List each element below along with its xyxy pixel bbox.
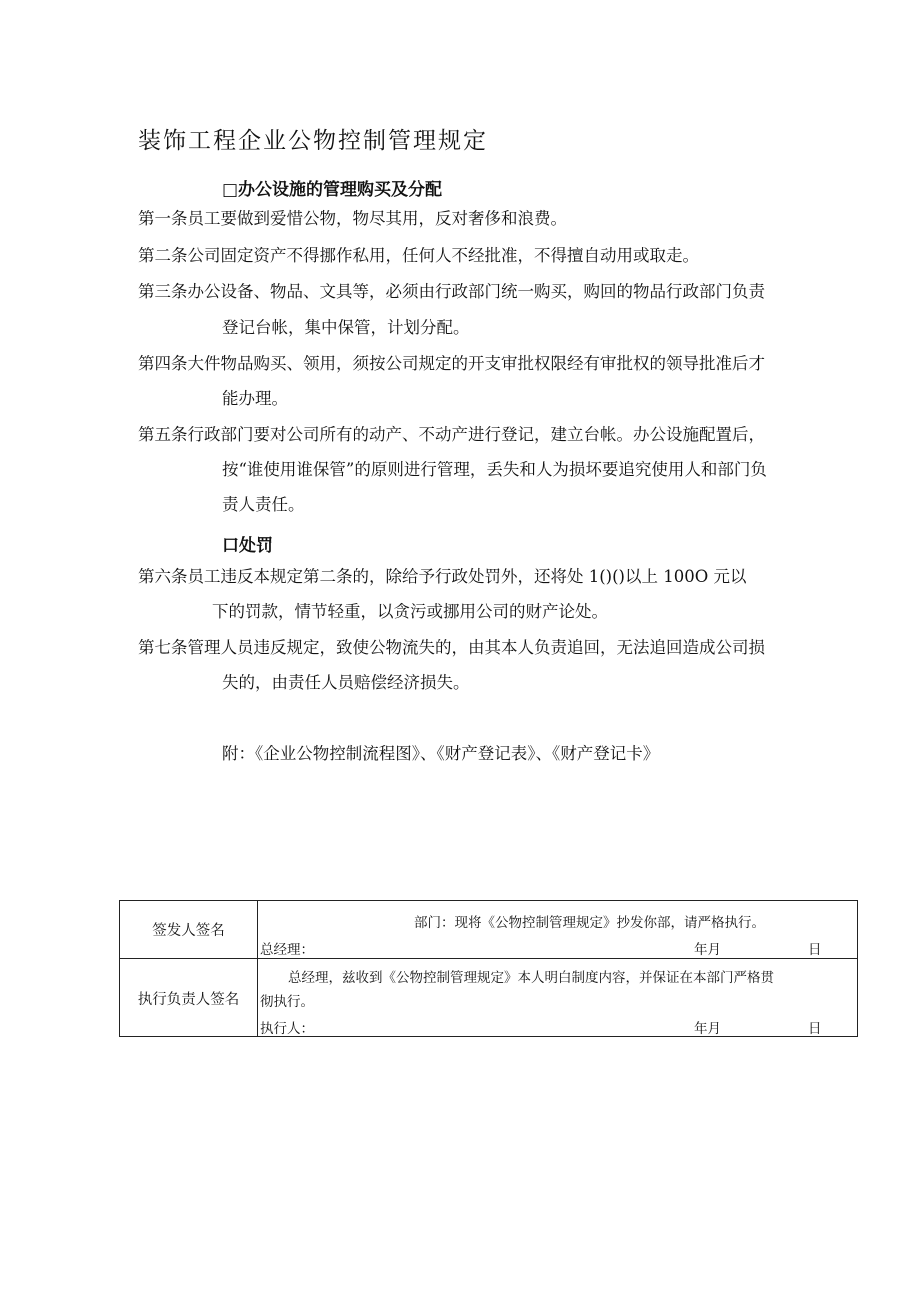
clause-3: 第三条办公设备、物品、文具等，必须由行政部门统一购买，购回的物品行政部门负责 [138,282,765,301]
receipt-statement: 总经理，兹收到《公物控制管理规定》本人明白制度内容，并保证在本部门严格贯 [288,970,774,986]
table-row [120,959,857,1037]
executor-signature-label: 执行负责人签名 [120,959,258,1037]
year-month-field[interactable]: 年月 [694,942,721,958]
receipt-statement-cont: 彻执行。 [260,994,314,1010]
section-heading-penalty: 口处罚 [222,536,273,556]
clause-7: 第七条管理人员违反规定，致使公物流失的，由其本人负责追回，无法追回造成公司损 [138,638,765,657]
clause-1: 第一条员工要做到爱惜公物，物尽其用，反对奢侈和浪费。 [138,209,567,228]
section-heading-facilities: □办公设施的管理购买及分配 [222,180,443,200]
clause-6: 第六条员工违反本规定第二条的，除给予行政处罚外，还将处 1()()以上 100O 元以 [138,567,747,586]
signature-table [119,900,858,1037]
clause-2: 第二条公司固定资产不得挪作私用，任何人不经批准，不得擅自动用或取走。 [138,246,699,265]
clause-5: 第五条行政部门要对公司所有的动产、不动产进行登记，建立台帐。办公设施配置后， [138,425,765,444]
executor-field[interactable]: 执行人： [260,1021,314,1037]
document-title: 装饰工程企业公物控制管理规定 [138,128,488,154]
clause-3-cont: 登记台帐，集中保管，计划分配。 [222,318,470,337]
day-field[interactable]: 日 [808,1021,822,1037]
clause-4-cont: 能办理。 [222,389,288,408]
year-month-field[interactable]: 年月 [694,1021,721,1037]
table-row [120,901,857,959]
clause-4: 第四条大件物品购买、领用，须按公司规定的开支审批权限经有审批权的领导批准后才 [138,354,765,373]
issuer-signature-label: 签发人签名 [120,901,258,958]
day-field[interactable]: 日 [808,942,822,958]
attachment-note: 附：《企业公物控制流程图》、《财产登记表》、《财产登记卡》 [222,744,660,763]
clause-7-cont: 失的，由责任人员赔偿经济损失。 [222,673,470,692]
general-manager-field[interactable]: 总经理： [260,942,314,958]
clause-5-cont: 按“谁使用谁保管”的原则进行管理，丢失和人为损坏要追究使用人和部门负 [222,460,767,479]
clause-5-cont-2: 责人责任。 [222,495,305,514]
clause-6-cont: 下的罚款，情节轻重，以贪污或挪用公司的财产论处。 [212,602,608,621]
issue-notice: 部门：现将《公物控制管理规定》抄发你部，请严格执行。 [414,915,765,931]
